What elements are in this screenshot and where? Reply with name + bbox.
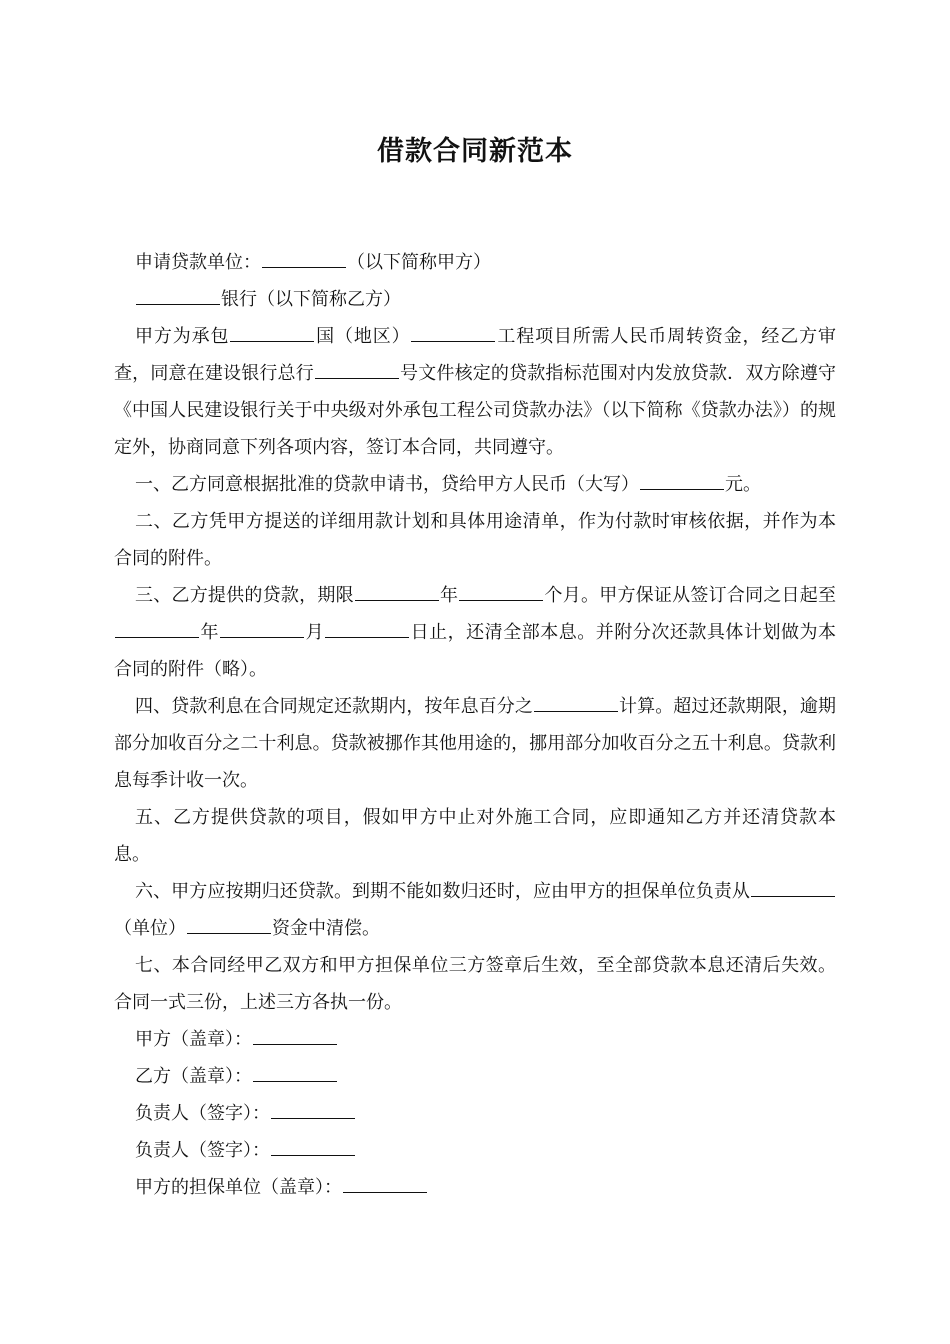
clause-3-text-2: 年: [439, 585, 459, 606]
preamble-text-4: 号文件核定的贷款指标范围对内发放贷款．双方除遵守《中国人民建设银行关于中央级对外承包工程公司贷款办法》（以下简称《贷款办法》）的规定外，协商同意下列各项内容，签订本合同，共同遵守。: [114, 363, 837, 458]
clause-4: [114, 688, 836, 799]
person-2-label: 负责人（签字）：: [135, 1140, 270, 1161]
lender-suffix: 银行（以下简称乙方）: [221, 289, 401, 310]
signature-person-1: [114, 1095, 836, 1132]
preamble-text-1: 甲方为承包: [135, 326, 230, 347]
borrower-blank[interactable]: [262, 248, 346, 268]
clause-3-text-6: 日止，还清全部本息。并附分次还款具体计划做为本合同的附件（略）。: [114, 622, 837, 680]
signature-party-b: [114, 1058, 836, 1095]
clause-6-text-3: 资金中清偿。: [272, 918, 380, 939]
repay-year-blank[interactable]: [115, 618, 199, 638]
repay-month-blank[interactable]: [220, 618, 304, 638]
term-years-blank[interactable]: [355, 581, 439, 601]
clause-1: [114, 466, 836, 503]
fund-source-blank[interactable]: [187, 914, 271, 934]
clause-3: [114, 577, 836, 688]
clause-6: [114, 873, 836, 947]
preamble-paragraph: [114, 318, 836, 466]
person-2-sign-blank[interactable]: [271, 1136, 355, 1156]
person-1-sign-blank[interactable]: [271, 1099, 355, 1119]
repay-day-blank[interactable]: [325, 618, 409, 638]
lender-line: [114, 281, 836, 318]
project-blank[interactable]: [411, 322, 495, 342]
contract-body: [114, 244, 836, 1206]
guarantor-unit-blank[interactable]: [751, 877, 835, 897]
clause-3-text-5: 月: [305, 622, 325, 643]
signature-party-a: [114, 1021, 836, 1058]
clause-7: 七、本合同经甲乙双方和甲方担保单位三方签章后生效，至全部贷款本息还清后失效。合同一式三份，上述三方各执一份。: [114, 955, 836, 1013]
clause-6-text-2: （单位）: [114, 918, 186, 939]
document-title: 借款合同新范本: [377, 136, 573, 167]
borrower-line: [114, 244, 836, 281]
party-b-label: 乙方（盖章）：: [135, 1066, 252, 1087]
borrower-suffix: （以下简称甲方）: [347, 252, 491, 273]
person-1-label: 负责人（签字）：: [135, 1103, 270, 1124]
party-a-seal-blank[interactable]: [253, 1025, 337, 1045]
interest-rate-blank[interactable]: [534, 692, 618, 712]
clause-3-text-1: 三、乙方提供的贷款，期限: [135, 585, 354, 606]
party-b-seal-blank[interactable]: [253, 1062, 337, 1082]
party-a-label: 甲方（盖章）：: [135, 1029, 252, 1050]
clause-1-unit: 元。: [725, 474, 761, 495]
clause-2: 二、乙方凭甲方提送的详细用款计划和具体用途清单，作为付款时审核依据，并作为本合同的附件。: [114, 511, 836, 569]
clause-3-text-4: 年: [200, 622, 220, 643]
guarantor-label: 甲方的担保单位（盖章）：: [135, 1177, 342, 1198]
preamble-text-2: 国（地区）: [315, 326, 411, 347]
clause-1-text: 一、乙方同意根据批准的贷款申请书，贷给甲方人民币（大写）: [135, 474, 639, 495]
signature-person-2: [114, 1132, 836, 1169]
clause-3-text-3: 个月。甲方保证从签订合同之日起至: [544, 585, 837, 606]
clause-6-text-1: 六、甲方应按期归还贷款。到期不能如数归还时，应由甲方的担保单位负责从: [135, 881, 750, 902]
country-blank[interactable]: [230, 322, 314, 342]
preamble-text-3: 工程项目所需人民币周转资金，经乙方审查，同意在建设银行总行: [114, 326, 836, 384]
signature-guarantor: [114, 1169, 836, 1206]
guarantor-seal-blank[interactable]: [343, 1173, 427, 1193]
borrower-label: 申请贷款单位：: [135, 252, 261, 273]
document-number-blank[interactable]: [315, 359, 399, 379]
clause-5: 五、乙方提供贷款的项目，假如甲方中止对外施工合同，应即通知乙方并还清贷款本息。: [114, 807, 836, 865]
loan-amount-blank[interactable]: [640, 470, 724, 490]
clause-4-text-2: 计算。超过还款期限，逾期部分加收百分之二十利息。贷款被挪作其他用途的，挪用部分加收百分之五十利息。贷款利息每季计收一次。: [114, 696, 837, 791]
lender-blank[interactable]: [136, 285, 220, 305]
clause-4-text-1: 四、贷款利息在合同规定还款期内，按年息百分之: [135, 696, 533, 717]
term-months-blank[interactable]: [459, 581, 543, 601]
